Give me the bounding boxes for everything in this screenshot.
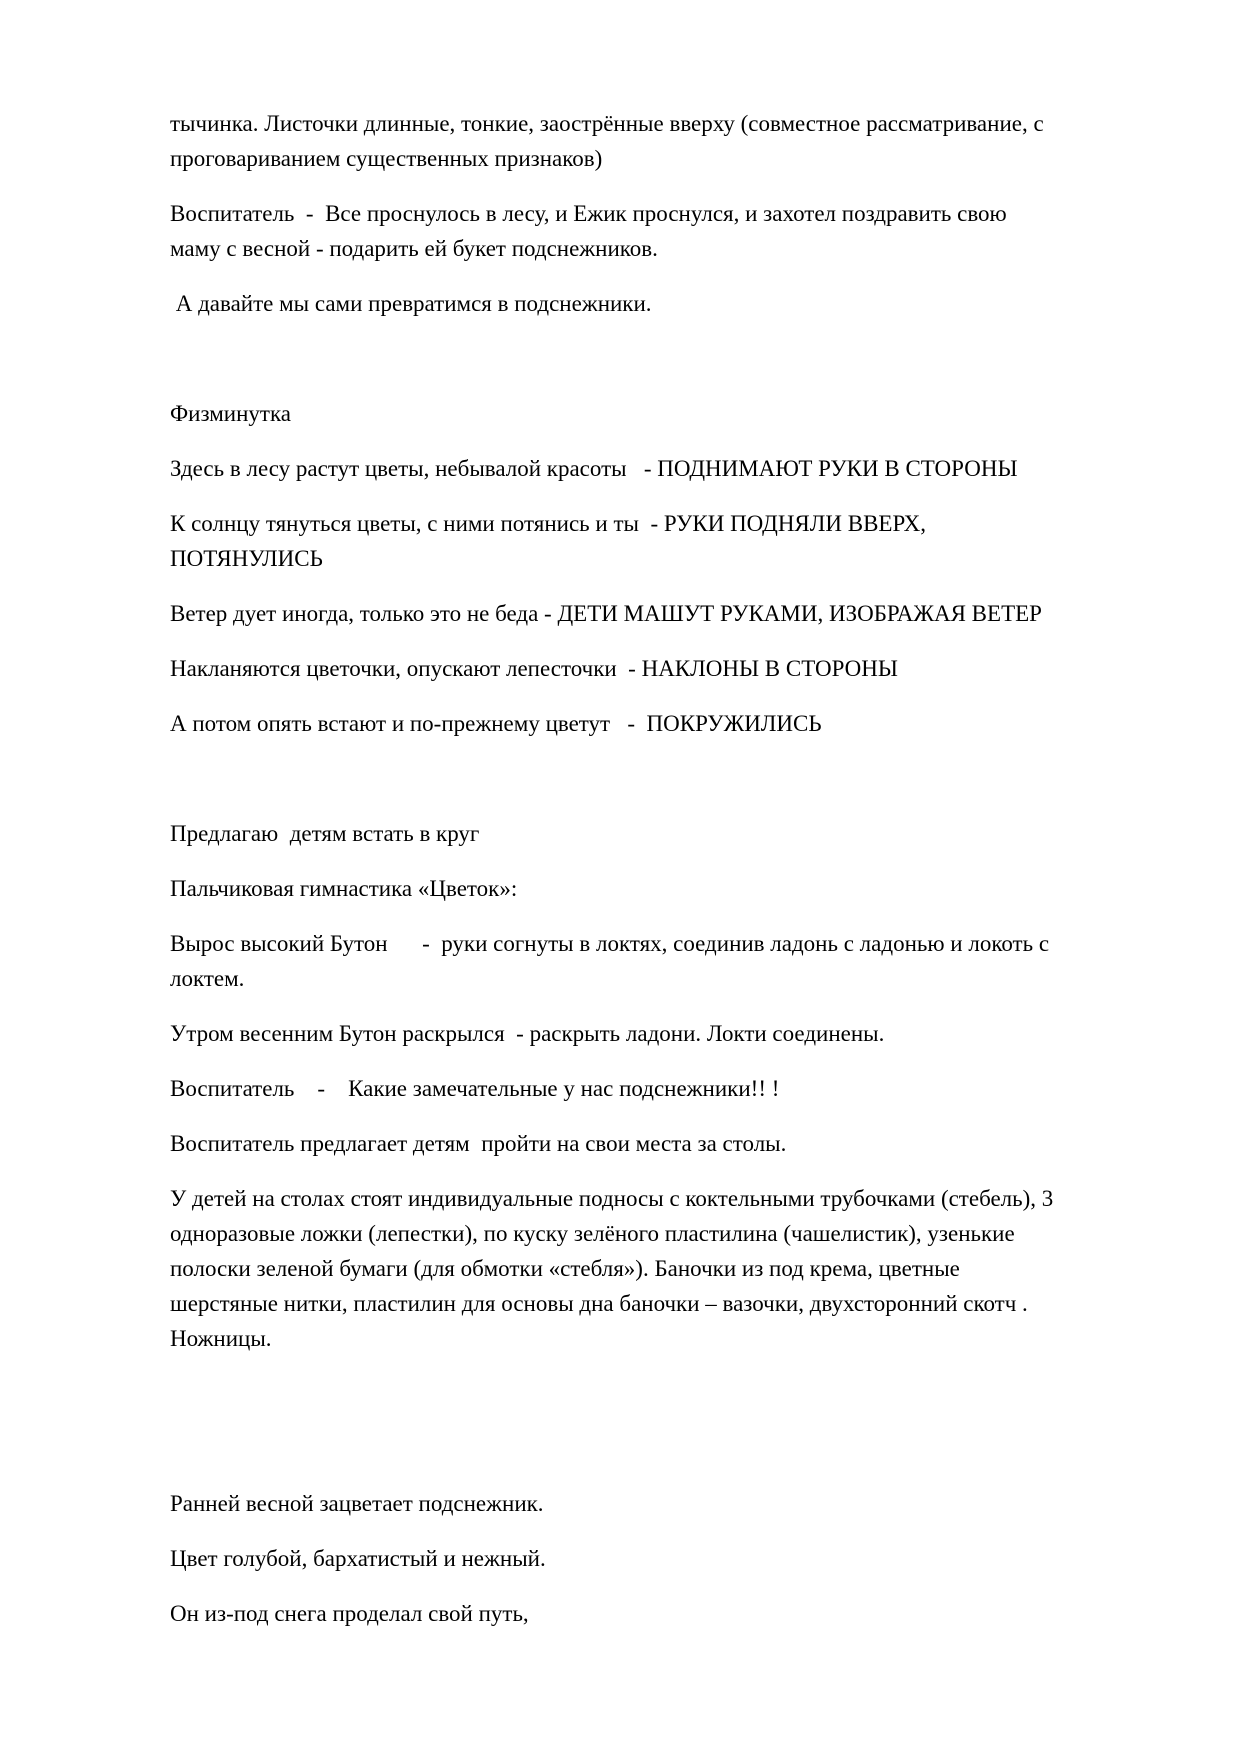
paragraph-fizminutka-heading: Физминутка — [170, 401, 291, 426]
paragraph-teacher-invites-to-tables: Воспитатель предлагает детям пройти на свои места за столы. — [170, 1131, 787, 1156]
paragraph-blank-2 — [170, 761, 1060, 796]
paragraph-lets-become-snowdrops: А давайте мы сами превратимся в подснежники. — [170, 291, 652, 316]
paragraph-exercise-line-2: К солнцу тянуться цветы, с ними потянись и ты - РУКИ ПОДНЯЛИ ВВЕРХ, ПОТЯНУЛИСЬ — [170, 511, 932, 571]
paragraph-poem-line-1: Ранней весной зацветает подснежник. — [170, 1491, 544, 1516]
paragraph-exercise-line-3: Ветер дует иногда, только это не беда - ДЕТИ МАШУТ РУКАМИ, ИЗОБРАЖАЯ ВЕТЕР — [170, 601, 1042, 626]
paragraph-teacher-wonderful-snowdrops: Воспитатель - Какие замечательные у нас подснежники!! ! — [170, 1076, 780, 1101]
paragraph-bud-opened: Утром весенним Бутон раскрылся - раскрыть ладони. Локти соединены. — [170, 1021, 885, 1046]
paragraph-exercise-line-1: Здесь в лесу растут цветы, небывалой красоты - ПОДНИМАЮТ РУКИ В СТОРОНЫ — [170, 456, 1018, 481]
paragraph-stamens-leaves: тычинка. Листочки длинные, тонкие, заострённые вверху (совместное рассматривание, с проговариванием существенных признаков) — [170, 111, 1050, 171]
paragraph-teacher-hedgehog: Воспитатель - Все проснулось в лесу, и Ежик проснулся, и захотел поздравить свою маму с весной - подарить ей букет подснежников. — [170, 201, 1013, 261]
paragraph-stand-in-circle: Предлагаю детям встать в круг — [170, 821, 480, 846]
paragraph-poem-line-3: Он из-под снега проделал свой путь, — [170, 1601, 529, 1626]
paragraph-finger-gymnastics-heading: Пальчиковая гимнастика «Цветок»: — [170, 876, 518, 901]
paragraph-materials-list: У детей на столах стоят индивидуальные подносы с коктельными трубочками (стебель), 3 одноразовые ложки (лепестки), по куску зелёного пластилина (чашелистик), узенькие полоски зеленой бумаги (для обмотки «стебля»). Баночки из под крема, цветные шерстяные нитки, пластилин для основы дна баночки – вазочки, двухсторонний скотч . Ножницы. — [170, 1186, 1060, 1351]
paragraph-bud-grew: Вырос высокий Бутон - руки согнуты в локтях, соединив ладонь с ладонью и локоть с локтем. — [170, 931, 1055, 991]
paragraph-poem-line-2: Цвет голубой, бархатистый и нежный. — [170, 1546, 546, 1571]
paragraph-blank-3 — [170, 1376, 1060, 1411]
paragraph-blank-1 — [170, 341, 1060, 376]
paragraph-blank-4 — [170, 1431, 1060, 1466]
paragraph-exercise-line-4: Накланяются цветочки, опускают лепесточки - НАКЛОНЫ В СТОРОНЫ — [170, 656, 898, 681]
paragraph-exercise-line-5: А потом опять встают и по-прежнему цветут - ПОКРУЖИЛИСЬ — [170, 711, 822, 736]
